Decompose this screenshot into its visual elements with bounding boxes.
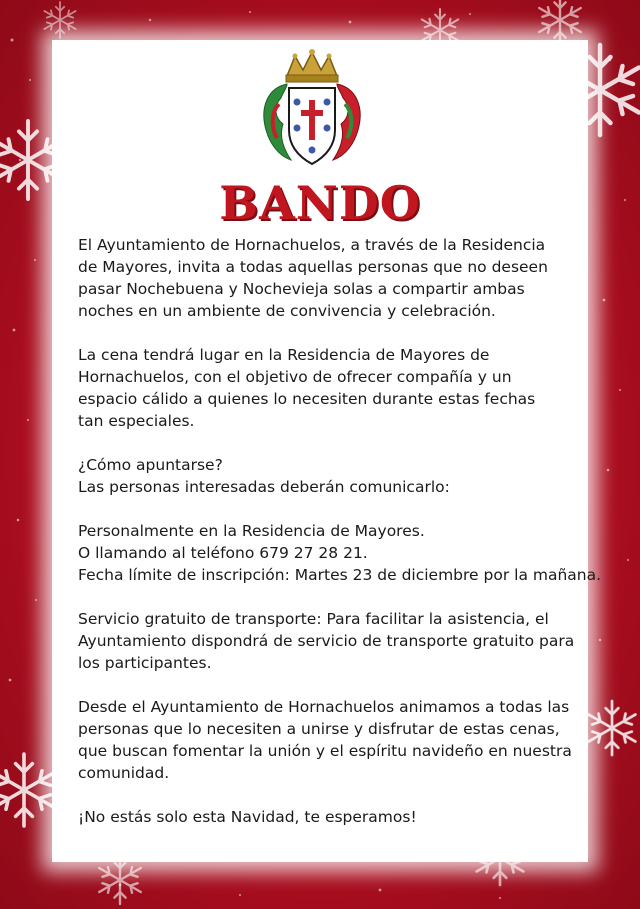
text-line: que buscan fomentar la unión y el espíritu navideño en nuestra	[78, 742, 572, 760]
text-line: Ayuntamiento dispondrá de servicio de transporte gratuito para	[78, 632, 575, 650]
paragraph-encouragement	[78, 696, 598, 784]
text-line: pasar Nochebuena y Nochevieja solas a compartir ambas	[78, 280, 525, 298]
text-line: los participantes.	[78, 654, 212, 672]
text-line: tan especiales.	[78, 412, 195, 430]
text-line: de Mayores, invita a todas aquellas personas que no deseen	[78, 258, 548, 276]
deadline-line: Fecha límite de inscripción: Martes 23 de diciembre por la mañana.	[78, 566, 602, 584]
paragraph-contact	[78, 520, 602, 586]
paragraph-how-to-register	[78, 454, 598, 498]
text-line: comunidad.	[78, 764, 170, 782]
notice-title: BANDO	[219, 176, 421, 230]
phone-line: O llamando al teléfono 679 27 28 21.	[78, 544, 368, 562]
text-line: Las personas interesadas deberán comunicarlo:	[78, 478, 450, 496]
text-line: noches en un ambiente de convivencia y celebración.	[78, 302, 496, 320]
text-line: El Ayuntamiento de Hornachuelos, a través de la Residencia	[78, 236, 546, 254]
text-line: personas que lo necesiten a unirse y disfrutar de estas cenas,	[78, 720, 560, 738]
text-line: ¿Cómo apuntarse?	[78, 456, 223, 474]
closing-line: ¡No estás solo esta Navidad, te esperamos!	[78, 808, 417, 826]
text-line: Servicio gratuito de transporte: Para facilitar la asistencia, el	[78, 610, 549, 628]
text-line: Hornachuelos, con el objetivo de ofrecer compañía y un	[78, 368, 512, 386]
text-line: Desde el Ayuntamiento de Hornachuelos animamos a todas las	[78, 698, 570, 716]
text-line: Personalmente en la Residencia de Mayores.	[78, 522, 425, 540]
text-line: La cena tendrá lugar en la Residencia de Mayores de	[78, 346, 490, 364]
text-line: espacio cálido a quienes lo necesiten durante estas fechas	[78, 390, 536, 408]
paragraph-transport	[78, 608, 598, 674]
paragraph-invitation	[78, 234, 598, 322]
coat-of-arms-icon	[257, 48, 367, 173]
paragraph-location	[78, 344, 598, 432]
paragraph-closing	[78, 806, 598, 828]
crown-icon	[286, 49, 338, 82]
notice-body	[78, 234, 602, 850]
